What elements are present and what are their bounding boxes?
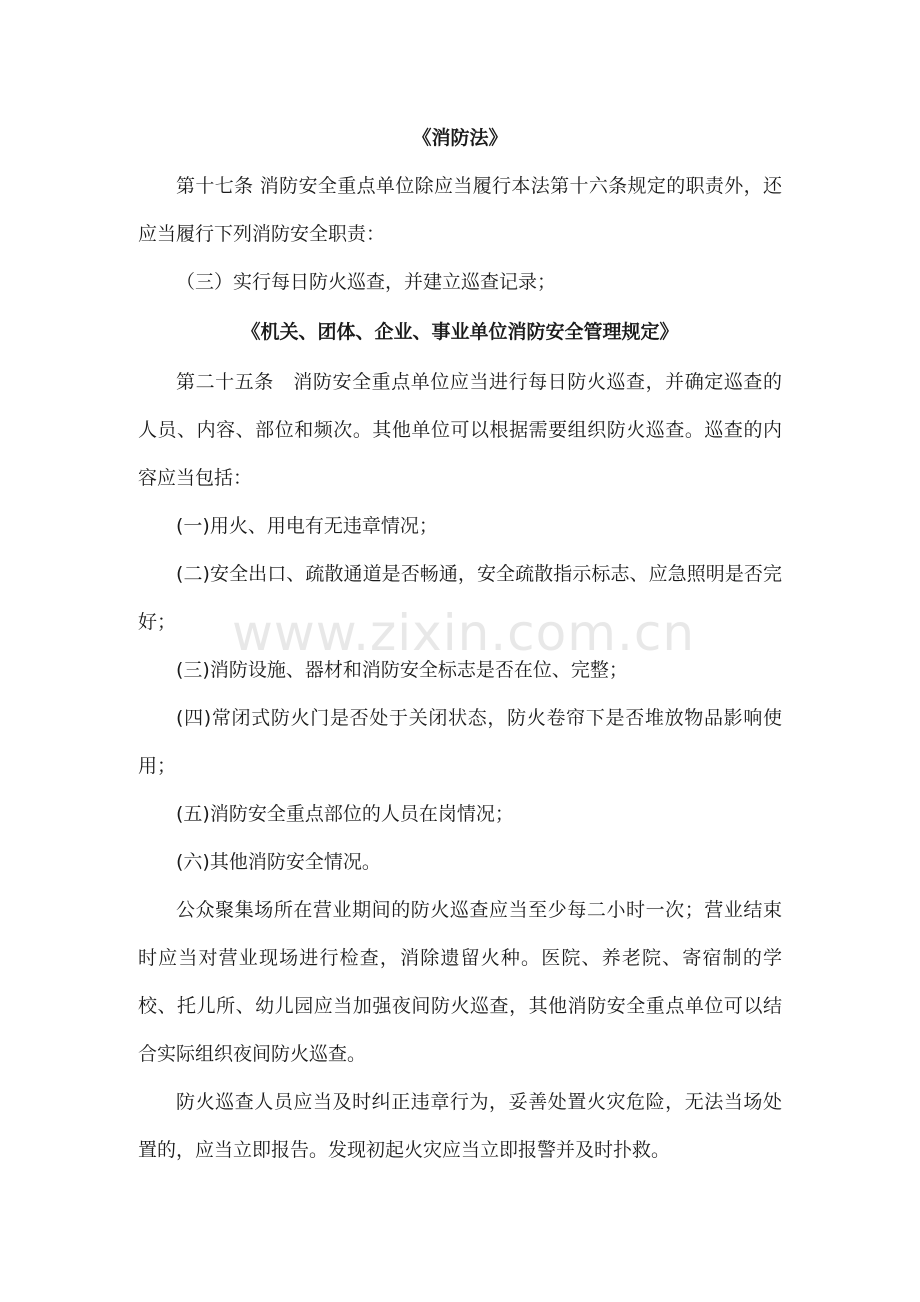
document-title-fire-law: 《消防法》	[412, 127, 508, 149]
document-page	[138, 114, 782, 1174]
law-item-3: （三）实行每日防火巡查，并建立巡查记录；	[176, 271, 557, 293]
document-title-regulation: 《机关、团体、企业、事业单位消防安全管理规定》	[241, 321, 679, 343]
regulation-article-25: 第二十五条 消防安全重点单位应当进行每日防火巡查，并确定巡查的人员、内容、部位和频次。其他单位可以根据需要组织防火巡查。巡查的内容应当包括：	[138, 371, 782, 489]
list-item: (二)安全出口、疏散通道是否畅通，安全疏散指示标志、应急照明是否完好；	[138, 563, 782, 633]
list-item: (五)消防安全重点部位的人员在岗情况；	[176, 803, 514, 825]
paragraph-public-venues: 公众聚集场所在营业期间的防火巡查应当至少每二小时一次；营业结束时应当对营业现场进行检查，消除遗留火种。医院、养老院、寄宿制的学校、托儿所、幼儿园应当加强夜间防火巡查，其他消防安全重点单位可以结合实际组织夜间防火巡查。	[138, 899, 782, 1065]
list-item: (六)其他消防安全情况。	[176, 851, 381, 873]
watermark: www.zixin.com.cn	[232, 604, 696, 662]
list-item: (一)用火、用电有无违章情况；	[176, 515, 438, 537]
list-item: (三)消防设施、器材和消防安全标志是否在位、完整；	[176, 659, 628, 681]
paragraph-patrol-staff: 防火巡查人员应当及时纠正违章行为，妥善处置火灾危险，无法当场处置的，应当立即报告。发现初起火灾应当立即报警并及时扑救。	[138, 1091, 782, 1161]
list-item: (四)常闭式防火门是否处于关闭状态，防火卷帘下是否堆放物品影响使用；	[138, 707, 782, 777]
law-article-17: 第十七条 消防安全重点单位除应当履行本法第十六条规定的职责外，还应当履行下列消防安全职责：	[138, 175, 782, 245]
